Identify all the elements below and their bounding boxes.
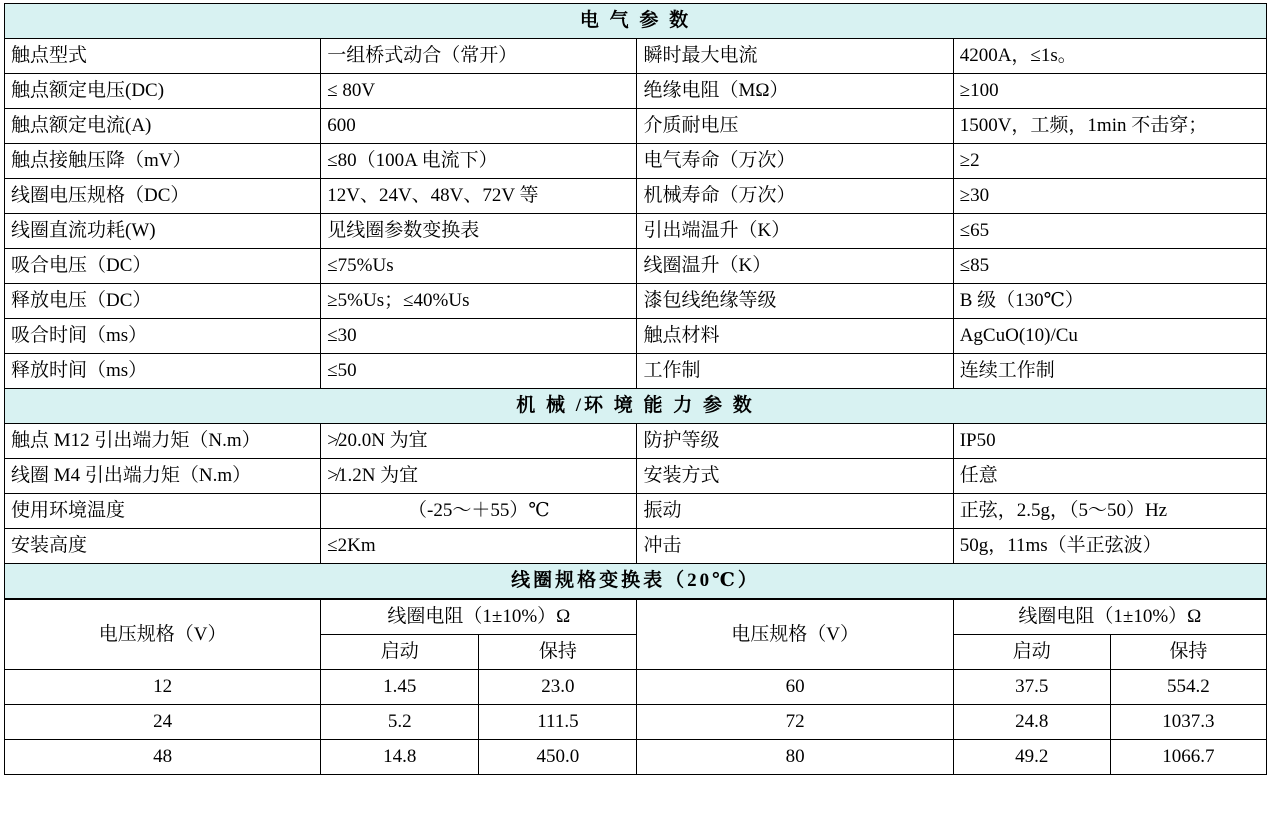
param-label: 介质耐电压 [637,109,953,144]
param-value: 一组桥式动合（常开） [321,39,637,74]
coil-header-resistance-right: 线圈电阻（1±10%）Ω [953,600,1266,635]
table-row [5,354,1267,389]
specification-table [4,3,1267,599]
param-label: 触点材料 [637,319,953,354]
table-row [5,249,1267,284]
param-value: （-25～＋55）℃ [321,494,637,529]
param-value: 连续工作制 [953,354,1266,389]
param-label: 释放电压（DC） [5,284,321,319]
coil-voltage-left: 12 [5,670,321,705]
param-value: ≯1.2N 为宜 [321,459,637,494]
section-header-row-electrical [5,4,1267,39]
param-value: 50g，11ms（半正弦波） [953,529,1266,564]
coil-start-right: 37.5 [953,670,1110,705]
param-value: 1500V，工频，1min 不击穿； [953,109,1266,144]
table-row [5,214,1267,249]
table-row [5,179,1267,214]
param-value: 600 [321,109,637,144]
coil-voltage-left: 48 [5,740,321,775]
coil-hold-right: 1066.7 [1110,740,1266,775]
coil-start-right: 49.2 [953,740,1110,775]
coil-hold-left: 23.0 [479,670,637,705]
coil-hold-left: 450.0 [479,740,637,775]
param-label: 机械寿命（万次） [637,179,953,214]
table-row [5,705,1267,740]
param-label: 线圈直流功耗(W) [5,214,321,249]
coil-table-body [5,600,1267,775]
param-label: 吸合电压（DC） [5,249,321,284]
coil-header-voltage-left: 电压规格（V） [5,600,321,670]
coil-voltage-left: 24 [5,705,321,740]
section-header-row-mechanical [5,389,1267,424]
table-row [5,319,1267,354]
table-row [5,740,1267,775]
param-label: 线圈温升（K） [637,249,953,284]
coil-voltage-right: 60 [637,670,953,705]
coil-hold-right: 554.2 [1110,670,1266,705]
param-label: 绝缘电阻（MΩ） [637,74,953,109]
coil-header-resistance-left: 线圈电阻（1±10%）Ω [321,600,637,635]
param-label: 吸合时间（ms） [5,319,321,354]
param-label: 瞬时最大电流 [637,39,953,74]
coil-header-start-left: 启动 [321,635,479,670]
coil-hold-right: 1037.3 [1110,705,1266,740]
param-label: 线圈 M4 引出端力矩（N.m） [5,459,321,494]
table-row [5,74,1267,109]
table-row [5,670,1267,705]
param-value: B 级（130℃） [953,284,1266,319]
param-label: 漆包线绝缘等级 [637,284,953,319]
table-row [5,529,1267,564]
param-label: 振动 [637,494,953,529]
param-value: 见线圈参数变换表 [321,214,637,249]
coil-voltage-right: 80 [637,740,953,775]
param-value: 12V、24V、48V、72V 等 [321,179,637,214]
coil-start-right: 24.8 [953,705,1110,740]
param-value: ≥5%Us；≤40%Us [321,284,637,319]
param-label: 安装方式 [637,459,953,494]
table-row [5,424,1267,459]
param-value: ≯20.0N 为宜 [321,424,637,459]
table-body [5,4,1267,599]
table-row [5,39,1267,74]
section-title-mechanical: 机 械 /环 境 能 力 参 数 [5,389,1267,424]
coil-start-left: 5.2 [321,705,479,740]
coil-header-row-1 [5,600,1267,635]
param-label: 防护等级 [637,424,953,459]
coil-start-left: 14.8 [321,740,479,775]
coil-header-voltage-right: 电压规格（V） [637,600,953,670]
param-label: 使用环境温度 [5,494,321,529]
param-label: 安装高度 [5,529,321,564]
coil-hold-left: 111.5 [479,705,637,740]
param-value: AgCuO(10)/Cu [953,319,1266,354]
section-title-electrical: 电 气 参 数 [5,4,1267,39]
param-label: 线圈电压规格（DC） [5,179,321,214]
param-label: 触点额定电流(A) [5,109,321,144]
section-header-row-coil [5,564,1267,599]
param-label: 触点 M12 引出端力矩（N.m） [5,424,321,459]
param-label: 引出端温升（K） [637,214,953,249]
table-row [5,494,1267,529]
param-label: 触点型式 [5,39,321,74]
param-label: 工作制 [637,354,953,389]
param-value: ≤2Km [321,529,637,564]
coil-header-hold-right: 保持 [1110,635,1266,670]
coil-voltage-right: 72 [637,705,953,740]
param-label: 电气寿命（万次） [637,144,953,179]
coil-header-start-right: 启动 [953,635,1110,670]
table-row [5,109,1267,144]
table-row [5,144,1267,179]
param-value: ≥30 [953,179,1266,214]
param-label: 触点额定电压(DC) [5,74,321,109]
param-value: ≤65 [953,214,1266,249]
param-value: ≤75%Us [321,249,637,284]
param-value: ≥100 [953,74,1266,109]
coil-start-left: 1.45 [321,670,479,705]
param-value: 正弦，2.5g，（5～50）Hz [953,494,1266,529]
param-value: ≤50 [321,354,637,389]
coil-conversion-table [4,599,1267,775]
param-label: 冲击 [637,529,953,564]
param-value: ≤ 80V [321,74,637,109]
section-title-coil: 线圈规格变换表（20℃） [5,564,1267,599]
param-label: 释放时间（ms） [5,354,321,389]
param-value: ≥2 [953,144,1266,179]
coil-header-hold-left: 保持 [479,635,637,670]
param-value: ≤30 [321,319,637,354]
param-value: IP50 [953,424,1266,459]
param-value: 任意 [953,459,1266,494]
param-value: ≤85 [953,249,1266,284]
table-row [5,459,1267,494]
param-value: 4200A，≤1s。 [953,39,1266,74]
param-label: 触点接触压降（mV） [5,144,321,179]
param-value: ≤80（100A 电流下） [321,144,637,179]
table-row [5,284,1267,319]
